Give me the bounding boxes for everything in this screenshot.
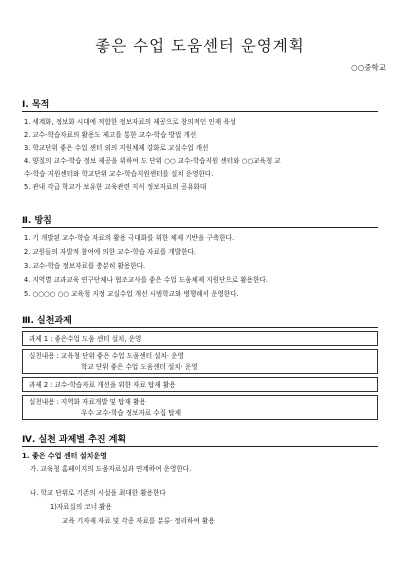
list-item: 2. 교원들의 자발적 참여에 의한 교수-학습 자료를 개발한다. [24,248,196,256]
list-item: 5. 관내 각급 학교가 보유한 교육관련 지식 정보자료의 공유화대 [24,183,207,191]
school-name: ○○중학교 [351,63,386,72]
page-title: 좋은 수업 도움센터 운영계획 [95,37,305,55]
section-heading-tasks: Ⅲ. 실천과제 [22,316,72,326]
list-item: 5. ○○○○ ○○ 교육청 지정 교실수업 개선 시범학교와 병행해서 운영한다. [24,290,239,298]
list-item: 4. 양질의 교수-학습 정보 제공을 위하여 도 단위 ○○ 교수-학습지원 센터와 ○○교육청 교 [24,157,281,165]
list-item: 2. 교수-학습자료의 활용도 제고를 통한 교수-학습 방법 개선 [24,131,197,139]
task-box-1 [22,331,378,346]
list-item: 1. 기 개발된 교수-학습 자료의 활용 극대화를 위한 체제 기반을 구축한다. [24,234,235,242]
list-item: 1. 세계화, 정보화 시대에 적합한 정보자료의 제공으로 창의적인 인재 육성 [24,118,236,126]
task-label: 과제 2 : 교수-학습자료 개선을 위한 자료 탑재 활용 [29,381,176,389]
section-divider [22,227,378,228]
section-heading-purpose: Ⅰ. 목적 [22,100,50,110]
list-item: 가. 교육청 홈페이지의 도움자료실과 연계하여 운영한다. [30,465,192,473]
task-label: 과제 1 : 좋은수업 도움 센터 설치, 운영 [29,335,142,343]
section-divider [22,327,378,328]
list-item: 나. 학교 단위로 기존의 시설을 최대한 활용한다 [30,489,166,497]
task-detail-line: 우수 교수-학습 정보자료 수집 탑재 [81,409,181,417]
task-detail-line: 실천내용 : 지역화 자료개발 및 탑재 활용 [29,398,146,406]
section-heading-policy: Ⅱ. 방침 [22,216,52,226]
list-item: 4. 지역별 교과교육 연구단체나 협조교사를 좋은 수업 도움체제 지원단으로 활용한다. [24,276,268,284]
task-box-2 [22,377,378,392]
section-divider [22,111,378,112]
list-item: 3. 학교단위 좋은 수업 센터 외의 지원체제 강화로 교실수업 개선 [24,144,209,152]
task-detail-line: 실천내용 : 교육청 단위 좋은 수업 도움센터 설치· 운영 [29,352,184,360]
list-item: 3. 교수-학습 정보자료를 충분히 활용한다. [24,262,146,270]
task-detail-box-2 [22,395,378,420]
subsection-heading: 1. 좋은 수업 센터 설치운영 [22,452,107,460]
section-heading-plan: Ⅳ. 실천 과제별 추진 계획 [22,435,127,445]
task-detail-line: 학교 단위 좋은 수업 도움센터 설치· 운영 [81,363,198,371]
list-item: 수-학습 지원센터와 학교단위 교수-학습지원센터를 설치 운영한다. [24,170,214,178]
task-detail-box-1 [22,349,378,374]
section-divider [22,446,378,447]
list-item: 1)자료실의 코너 활용 [50,503,112,511]
list-item: 교육 기자재 자료 및 각종 자료를 분류· 정리하여 활용 [62,517,215,525]
